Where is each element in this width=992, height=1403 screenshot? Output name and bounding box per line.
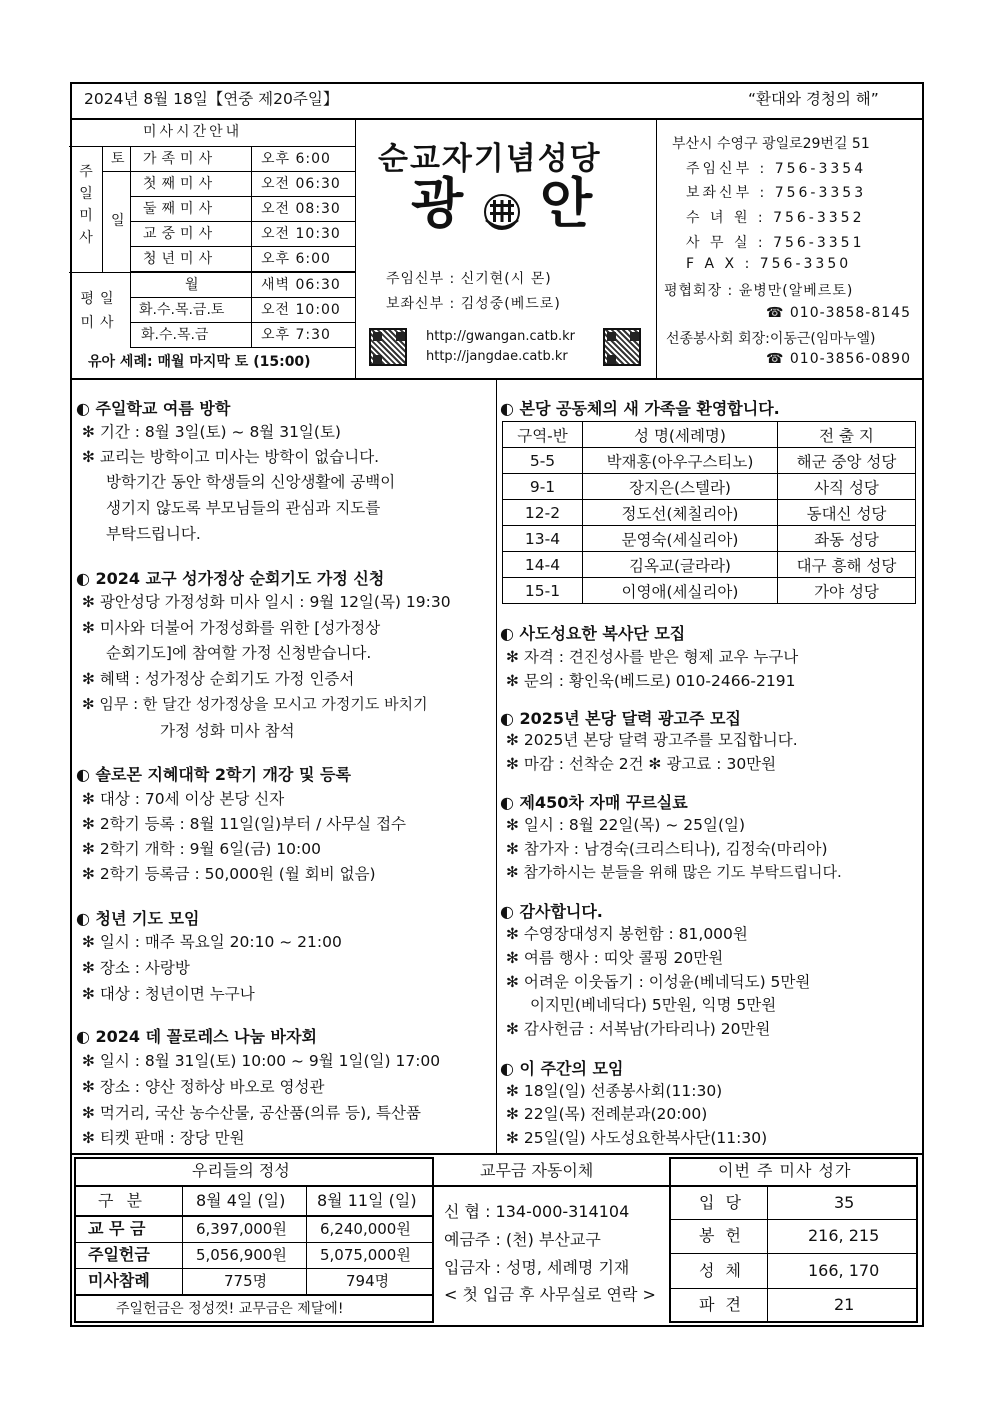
hymn-label: 봉 헌 [699, 1226, 744, 1245]
website-link-2[interactable]: http://jangdae.catb.kr [426, 349, 568, 364]
mass-row [131, 172, 355, 197]
table-cell: 12-2 [503, 500, 583, 526]
mass-time: 오전 08:30 [261, 201, 341, 217]
mass-name: 교중미사 [143, 226, 218, 242]
table-cell: 5,056,900원 [196, 1246, 287, 1264]
section-title: ◐ 주일학교 여름 방학 [76, 399, 231, 418]
mass-name: 둘째미사 [143, 201, 218, 217]
assistant-pastor: 보좌신부 : 김성중(베드로) [386, 296, 561, 312]
table-cell: 대구 흥해 성당 [778, 552, 916, 578]
section-item: 이지민(베네딕다) 5만원, 익명 5만원 [530, 996, 777, 1014]
section-item: ✻ 대상 : 청년이면 누구나 [82, 985, 255, 1003]
autopay-line: 신 협 : 134-000-314104 [444, 1202, 630, 1221]
contact-row: 주임신부 : 756-3354 [686, 161, 867, 177]
table-header: 전 출 지 [778, 422, 916, 448]
section-item: ✻ 자격 : 견진성사를 받은 형제 교우 누구나 [506, 648, 799, 666]
contact-row: F A X : 756-3350 [686, 256, 852, 272]
section-title: ◐ 이 주간의 모임 [500, 1059, 624, 1078]
weekday-time: 새벽 06:30 [261, 277, 341, 293]
section-title: ◐ 솔로몬 지혜대학 2학기 개강 및 등록 [76, 765, 351, 784]
new-family-title: ◐ 본당 공동체의 새 가족을 환영합니다. [500, 399, 780, 418]
president-phone: ☎ 010-3858-8145 [766, 305, 911, 321]
slogan: “환대와 경청의 해” [748, 90, 879, 108]
section-item: ✻ 장소 : 사랑방 [82, 959, 190, 977]
mission-phone: ☎ 010-3856-0890 [766, 351, 911, 367]
mass-row [131, 247, 355, 272]
table-cell: 정도선(체칠리아) [583, 500, 778, 526]
section-item: ✻ 기간 : 8월 3일(토) ~ 8월 31일(토) [82, 423, 341, 441]
weekday-time: 오후 7:30 [261, 327, 331, 343]
mass-name: 가족미사 [143, 151, 218, 167]
church-emblem-icon [480, 190, 524, 234]
section-item: ✻ 2025년 본당 달력 광고주를 모집합니다. [506, 731, 798, 749]
section-title: ◐ 2025년 본당 달력 광고주 모집 [500, 709, 741, 728]
mass-row [131, 147, 355, 172]
row-label: 교 무 금 [88, 1219, 146, 1238]
section-item: ✻ 25일(일) 사도성요한복사단(11:30) [506, 1129, 768, 1147]
weekday-day: 화.수.목.금 [141, 327, 209, 343]
church-name-left: 광 [411, 172, 464, 235]
contact-row: 보좌신부 : 756-3353 [686, 185, 867, 201]
section-item: ✻ 미사와 더불어 가정성화를 위한 [성가정상 [82, 619, 381, 637]
section-item: ✻ 교리는 방학이고 미사는 방학이 없습니다. [82, 448, 380, 466]
section-item: ✻ 일시 : 매주 목요일 20:10 ~ 21:00 [82, 933, 342, 951]
mass-time: 오후 6:00 [261, 151, 331, 167]
table-cell: 사직 성당 [778, 474, 916, 500]
table-cell: 15-1 [503, 578, 583, 604]
table-cell: 해군 중앙 성당 [778, 448, 916, 474]
section-item: ✻ 마감 : 선착순 2건 ✻ 광고료 : 30만원 [506, 755, 777, 773]
section-item: ✻ 2학기 등록금 : 50,000원 (월 회비 없음) [82, 865, 376, 883]
section-item: ✻ 2학기 개학 : 9월 6일(금) 10:00 [82, 840, 321, 858]
section-item: ✻ 임무 : 한 달간 성가정상을 모시고 가정기도 바치기 [82, 695, 428, 713]
table-cell: 좌동 성당 [778, 526, 916, 552]
day-cell [103, 147, 131, 172]
church-subtitle: 순교자기념성당 [378, 141, 602, 177]
divider [355, 118, 356, 378]
mission-president: 선종봉사회 회장:이동근(임마누엘) [666, 331, 876, 347]
weekday-time: 오전 10:00 [261, 302, 341, 318]
section-item: 가정 성화 미사 참석 [160, 722, 295, 740]
section-item: ✻ 2학기 등록 : 8월 11일(일)부터 / 사무실 접수 [82, 815, 407, 833]
table-cell: 이영애(세실리아) [583, 578, 778, 604]
section-title: ◐ 2024 교구 성가정상 순회기도 가정 신청 [76, 569, 385, 588]
baptism-note: 유아 세례: 매월 마지막 토 (15:00) [88, 354, 311, 370]
section-title: ◐ 감사합니다. [500, 902, 603, 921]
table-header: 8월 11일 (일) [317, 1191, 417, 1210]
table-row [503, 500, 916, 526]
section-item: ✻ 혜택 : 성가정상 순회기도 가정 인증서 [82, 670, 355, 688]
weekday-rows [131, 273, 355, 348]
section-title: ◐ 청년 기도 모임 [76, 909, 200, 928]
section-item: ✻ 광안성당 가정성화 미사 일시 : 9월 12일(목) 19:30 [82, 593, 451, 611]
weekday-day: 월 [185, 277, 199, 293]
section-title: ◐ 제450차 자매 꾸르실료 [500, 793, 688, 812]
pastor: 주임신부 : 신기현(시 몬) [386, 271, 552, 287]
section-item: ✻ 대상 : 70세 이상 본당 신자 [82, 790, 285, 808]
church-name-right: 안 [540, 172, 593, 235]
hymn-label: 파 견 [699, 1295, 744, 1314]
table-cell: 김옥교(글라라) [583, 552, 778, 578]
offering-footer: 주일헌금은 정성껏! 교무금은 제달에! [116, 1301, 344, 1317]
sunday-mass-label-cell [69, 147, 103, 272]
table-cell: 가야 성당 [778, 578, 916, 604]
section-item: ✻ 문의 : 황인욱(베드로) 010-2466-2191 [506, 672, 796, 690]
table-cell: 6,397,000원 [196, 1220, 287, 1238]
hymn-number: 166, 170 [808, 1261, 880, 1280]
table-cell: 13-4 [503, 526, 583, 552]
hymn-number: 21 [834, 1295, 855, 1314]
table-cell: 794명 [346, 1272, 390, 1290]
section-item: ✻ 장소 : 양산 정하상 바오로 영성관 [82, 1078, 325, 1096]
hymn-number: 216, 215 [808, 1226, 880, 1245]
table-cell: 9-1 [503, 474, 583, 500]
offering-title: 우리들의 정성 [192, 1161, 290, 1180]
table-header: 8월 4일 (일) [196, 1191, 286, 1210]
weekday-day: 화.수.목.금.토 [139, 302, 225, 318]
contact-row: 사 무 실 : 756-3351 [686, 235, 865, 251]
section-item: ✻ 18일(일) 선종봉사회(11:30) [506, 1082, 723, 1100]
section-item: ✻ 감사헌금 : 서복남(가타리나) 20만원 [506, 1020, 771, 1038]
website-link-1[interactable]: http://gwangan.catb.kr [426, 329, 575, 344]
table-row [503, 552, 916, 578]
mass-time: 오전 06:30 [261, 176, 341, 192]
section-item: ✻ 어려운 이웃돕기 : 이성윤(베네딕도) 5만원 [506, 973, 811, 991]
section-item: 부탁드립니다. [106, 525, 201, 543]
section-item: ✻ 22일(목) 전례분과(20:00) [506, 1105, 708, 1123]
divider [70, 1153, 924, 1155]
section-title: ◐ 2024 데 꼴로레스 나눔 바자회 [76, 1027, 317, 1046]
divider [70, 118, 924, 120]
president: 평협회장 : 윤병만(알베르토) [664, 283, 854, 299]
section-item: ✻ 티켓 판매 : 장당 만원 [82, 1129, 245, 1147]
table-header: 구역-반 [503, 422, 583, 448]
section-item: ✻ 여름 행사 : 띠앗 콜핑 20만원 [506, 949, 724, 967]
date-line: 2024년 8월 18일【연중 제20주일】 [84, 90, 339, 108]
section-item: ✻ 일시 : 8월 31일(토) 10:00 ~ 9월 1일(일) 17:00 [82, 1052, 441, 1070]
autopay-line: 예금주 : (천) 부산교구 [444, 1230, 601, 1249]
contact-row: 수 녀 원 : 756-3352 [686, 210, 865, 226]
day-label: 토 [111, 151, 125, 167]
hymn-label: 입 당 [699, 1193, 744, 1212]
hymns-title: 이번 주 미사 성가 [718, 1161, 852, 1180]
weekday-row [131, 273, 355, 298]
mass-row [131, 222, 355, 247]
weekday-row [131, 323, 355, 348]
section-title: ◐ 사도성요한 복사단 모집 [500, 624, 686, 643]
mass-row [131, 197, 355, 222]
autopay-line: < 첫 입금 후 사무실로 연락 > [444, 1285, 656, 1304]
table-cell: 동대신 성당 [778, 500, 916, 526]
table-row [503, 526, 916, 552]
table-cell: 14-4 [503, 552, 583, 578]
table-cell: 장지은(스텔라) [583, 474, 778, 500]
hymn-number: 35 [834, 1193, 855, 1212]
new-family-table [502, 421, 916, 604]
mass-rows [131, 147, 355, 272]
day-cell [103, 172, 131, 272]
table-row [503, 474, 916, 500]
table-row [503, 448, 916, 474]
sunday-mass-label: 주일미사 [79, 164, 93, 246]
section-item: ✻ 일시 : 8월 22일(목) ~ 25일(일) [506, 816, 746, 834]
table-header: 구 분 [98, 1191, 146, 1210]
divider [496, 380, 497, 1153]
mass-time: 오후 6:00 [261, 251, 331, 267]
table-cell: 6,240,000원 [320, 1220, 411, 1238]
table-cell: 5-5 [503, 448, 583, 474]
autopay-title: 교무금 자동이체 [480, 1161, 594, 1180]
table-row [503, 578, 916, 604]
section-item: ✻ 수영장대성지 봉헌함 : 81,000원 [506, 925, 748, 943]
table-header: 성 명(세례명) [583, 422, 778, 448]
table-cell: 박재홍(아우구스티노) [583, 448, 778, 474]
weekday-row [131, 298, 355, 323]
hymn-label: 성 체 [699, 1261, 744, 1280]
schedule-title: 미사시간안내 [143, 124, 243, 140]
section-item: ✻ 먹거리, 국산 농수산물, 공산품(의류 등), 특산품 [82, 1104, 421, 1122]
weekday-mass-label: 평일미사 [80, 291, 120, 331]
divider [70, 378, 924, 380]
divider [656, 118, 657, 378]
table-cell: 문영숙(세실리아) [583, 526, 778, 552]
row-label: 미사참례 [88, 1271, 150, 1290]
table-cell: 775명 [224, 1272, 268, 1290]
table-cell: 5,075,000원 [320, 1246, 411, 1264]
address: 부산시 수영구 광일로29번길 51 [672, 136, 870, 152]
qr-code-icon [603, 328, 641, 366]
mass-time: 오전 10:30 [261, 226, 341, 242]
mass-name: 첫째미사 [143, 176, 218, 192]
autopay-line: 입금자 : 성명, 세례명 기재 [444, 1258, 630, 1277]
section-item: ✻ 참가하시는 분들을 위해 많은 기도 부탁드립니다. [506, 863, 842, 881]
section-item: 방학기간 동안 학생들의 신앙생활에 공백이 [106, 473, 396, 491]
qr-code-icon [369, 328, 407, 366]
row-label: 주일헌금 [88, 1245, 150, 1264]
mass-name: 청년미사 [143, 251, 218, 267]
weekday-mass-label-cell [69, 273, 131, 348]
section-item: ✻ 참가자 : 남경숙(크리스티나), 김정숙(마리아) [506, 840, 828, 858]
day-label: 일 [111, 213, 125, 229]
section-item: 순회기도]에 참여할 가정 신청받습니다. [106, 644, 372, 662]
section-item: 생기지 않도록 부모님들의 관심과 지도를 [106, 499, 381, 517]
